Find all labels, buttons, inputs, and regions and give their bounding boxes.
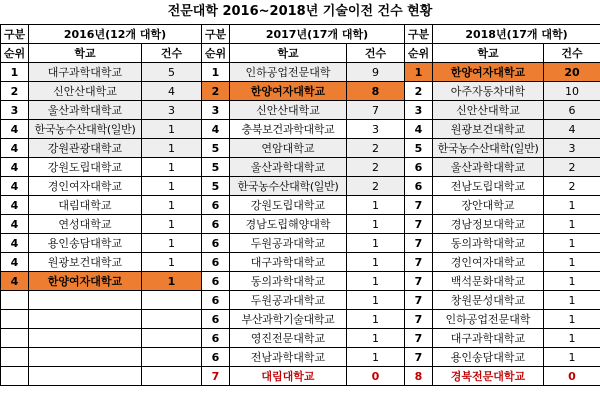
table-row [1,158,600,177]
rank-cell: 6 [202,253,230,272]
table-row [1,272,600,291]
count-cell: 1 [142,234,202,253]
school-cell: 한양여자대학교 [230,82,347,101]
table-row [1,63,600,82]
rank-cell: 3 [405,101,433,120]
school-cell: 대구과학대학교 [29,63,142,82]
count-cell: 2 [347,177,405,196]
rank-cell: 6 [202,329,230,348]
rank-cell: 7 [405,253,433,272]
school-header: 학교 [433,44,544,63]
school-cell: 경인여자대학교 [29,177,142,196]
rank-cell: 2 [202,82,230,101]
count-cell: 3 [347,120,405,139]
school-cell: 경북전문대학교 [433,367,544,386]
count-header: 건수 [347,44,405,63]
table-row [1,215,600,234]
count-cell: 1 [142,215,202,234]
rank-cell: 7 [202,367,230,386]
count-cell: 4 [142,82,202,101]
school-cell: 장안대학교 [433,196,544,215]
rank-cell: 7 [405,234,433,253]
school-cell: 백석문화대학교 [433,272,544,291]
count-cell: 8 [347,82,405,101]
rank-cell [1,367,29,386]
school-cell: 한국농수산대학(일반) [433,139,544,158]
count-header: 건수 [544,44,600,63]
school-cell: 연암대학교 [230,139,347,158]
count-cell: 1 [544,272,600,291]
count-cell: 1 [347,291,405,310]
rank-cell: 5 [202,177,230,196]
rank-cell: 4 [202,120,230,139]
school-cell: 대구과학대학교 [230,253,347,272]
corner-label: 구분 [405,25,433,44]
school-cell: 두원공과대학교 [230,234,347,253]
year-2016-header: 2016년(12개 대학) [29,25,202,44]
rank-header: 순위 [405,44,433,63]
school-cell: 연성대학교 [29,215,142,234]
rank-cell: 1 [202,63,230,82]
count-cell: 10 [544,82,600,101]
rank-cell: 4 [1,215,29,234]
count-cell: 1 [544,234,600,253]
school-cell: 충북보건과학대학교 [230,120,347,139]
count-cell: 1 [347,234,405,253]
rank-cell: 7 [405,348,433,367]
count-cell: 9 [347,63,405,82]
rank-cell: 7 [405,329,433,348]
count-cell: 1 [544,215,600,234]
rank-cell: 4 [1,177,29,196]
count-cell: 1 [347,310,405,329]
table-row [1,253,600,272]
rank-cell [1,329,29,348]
count-cell: 1 [347,329,405,348]
rank-cell: 4 [405,120,433,139]
table-row [1,177,600,196]
year-header-row [1,25,600,44]
rank-cell: 3 [1,101,29,120]
table-row [1,291,600,310]
corner-label: 구분 [1,25,29,44]
table-row [1,196,600,215]
rank-header: 순위 [202,44,230,63]
school-cell: 대구과학대학교 [433,329,544,348]
page-title: 전문대학 2016~2018년 기술이전 건수 현황 [167,4,433,19]
school-cell: 대림대학교 [230,367,347,386]
rank-cell: 7 [405,196,433,215]
count-cell: 1 [142,196,202,215]
rank-cell: 5 [405,139,433,158]
count-header: 건수 [142,44,202,63]
school-cell [29,329,142,348]
school-cell: 동의과학대학교 [433,234,544,253]
count-cell: 1 [347,253,405,272]
rank-cell: 4 [1,139,29,158]
school-cell: 경남도립해양대학 [230,215,347,234]
table-row [1,329,600,348]
school-cell: 울산과학대학교 [230,158,347,177]
rank-cell: 4 [1,158,29,177]
school-cell: 신안산대학교 [230,101,347,120]
rank-cell: 4 [1,234,29,253]
count-cell: 0 [347,367,405,386]
count-cell [142,291,202,310]
school-cell: 부산과학기술대학교 [230,310,347,329]
rank-cell: 6 [202,196,230,215]
tech-transfer-table [0,24,600,386]
rank-cell: 6 [405,158,433,177]
count-cell: 4 [544,120,600,139]
count-cell: 5 [142,63,202,82]
count-cell: 7 [347,101,405,120]
school-cell: 전남과학대학교 [230,348,347,367]
school-cell: 창원문성대학교 [433,291,544,310]
count-cell: 2 [347,158,405,177]
table-row [1,82,600,101]
count-cell: 3 [544,139,600,158]
school-header: 학교 [230,44,347,63]
school-cell: 한국농수산대학(일반) [230,177,347,196]
rank-cell: 7 [405,272,433,291]
school-cell: 영진전문대학교 [230,329,347,348]
rank-header: 순위 [1,44,29,63]
rank-cell: 7 [405,215,433,234]
count-cell: 1 [142,253,202,272]
school-cell: 한양여자대학교 [433,63,544,82]
count-cell [142,329,202,348]
school-cell: 용인송담대학교 [433,348,544,367]
school-cell: 원광보건대학교 [29,253,142,272]
school-cell: 울산과학대학교 [433,158,544,177]
count-cell: 1 [347,348,405,367]
rank-cell: 6 [405,177,433,196]
rank-cell: 6 [202,348,230,367]
count-cell: 1 [347,215,405,234]
rank-cell: 4 [1,120,29,139]
column-header-row [1,44,600,63]
school-cell: 강원관광대학교 [29,139,142,158]
school-cell [29,348,142,367]
table-row [1,310,600,329]
rank-cell: 1 [1,63,29,82]
count-cell: 2 [544,158,600,177]
table-row [1,348,600,367]
count-cell: 1 [544,329,600,348]
table-row [1,367,600,386]
count-cell: 1 [142,177,202,196]
rank-cell: 2 [1,82,29,101]
rank-cell: 1 [405,63,433,82]
rank-cell: 6 [202,215,230,234]
count-cell: 1 [544,253,600,272]
rank-cell: 8 [405,367,433,386]
count-cell: 1 [142,272,202,291]
rank-cell: 2 [405,82,433,101]
school-cell [29,291,142,310]
rank-cell [1,291,29,310]
table-row [1,120,600,139]
rank-cell: 6 [202,234,230,253]
rank-cell: 6 [202,272,230,291]
count-cell: 1 [347,196,405,215]
count-cell: 1 [544,310,600,329]
school-cell [29,310,142,329]
school-cell [29,367,142,386]
rank-cell: 5 [202,158,230,177]
school-cell: 두원공과대학교 [230,291,347,310]
table-row [1,101,600,120]
rank-cell: 6 [202,310,230,329]
school-cell: 용인송담대학교 [29,234,142,253]
rank-cell [1,348,29,367]
count-cell: 1 [347,272,405,291]
school-cell: 울산과학대학교 [29,101,142,120]
rank-cell: 7 [405,291,433,310]
count-cell: 2 [347,139,405,158]
school-cell: 원광보건대학교 [433,120,544,139]
school-cell: 경남정보대학교 [433,215,544,234]
rank-cell: 4 [1,253,29,272]
year-2017-header: 2017년(17개 대학) [230,25,405,44]
count-cell: 2 [544,177,600,196]
school-cell: 인하공업전문대학 [230,63,347,82]
school-cell: 아주자동차대학 [433,82,544,101]
rank-cell: 3 [202,101,230,120]
count-cell: 1 [142,120,202,139]
count-cell: 1 [142,158,202,177]
rank-cell: 7 [405,310,433,329]
rank-cell: 4 [1,196,29,215]
count-cell: 1 [544,291,600,310]
school-cell: 강원도립대학교 [29,158,142,177]
school-cell: 동의과학대학교 [230,272,347,291]
rank-cell [1,310,29,329]
rank-cell: 5 [202,139,230,158]
count-cell [142,348,202,367]
count-cell: 6 [544,101,600,120]
school-cell: 인하공업전문대학 [433,310,544,329]
table-row [1,234,600,253]
year-2018-header: 2018년(17개 대학) [433,25,600,44]
table-row [1,139,600,158]
count-cell [142,367,202,386]
school-cell: 신안산대학교 [433,101,544,120]
corner-label: 구분 [202,25,230,44]
school-cell: 전남도립대학교 [433,177,544,196]
rank-cell: 6 [202,291,230,310]
count-cell [142,310,202,329]
count-cell: 3 [142,101,202,120]
school-header: 학교 [29,44,142,63]
count-cell: 1 [142,139,202,158]
school-cell: 대림대학교 [29,196,142,215]
school-cell: 경인여자대학교 [433,253,544,272]
count-cell: 1 [544,348,600,367]
school-cell: 강원도립대학교 [230,196,347,215]
rank-cell: 4 [1,272,29,291]
count-cell: 1 [544,196,600,215]
school-cell: 한양여자대학교 [29,272,142,291]
count-cell: 20 [544,63,600,82]
school-cell: 한국농수산대학(일반) [29,120,142,139]
school-cell: 신안산대학교 [29,82,142,101]
count-cell: 0 [544,367,600,386]
